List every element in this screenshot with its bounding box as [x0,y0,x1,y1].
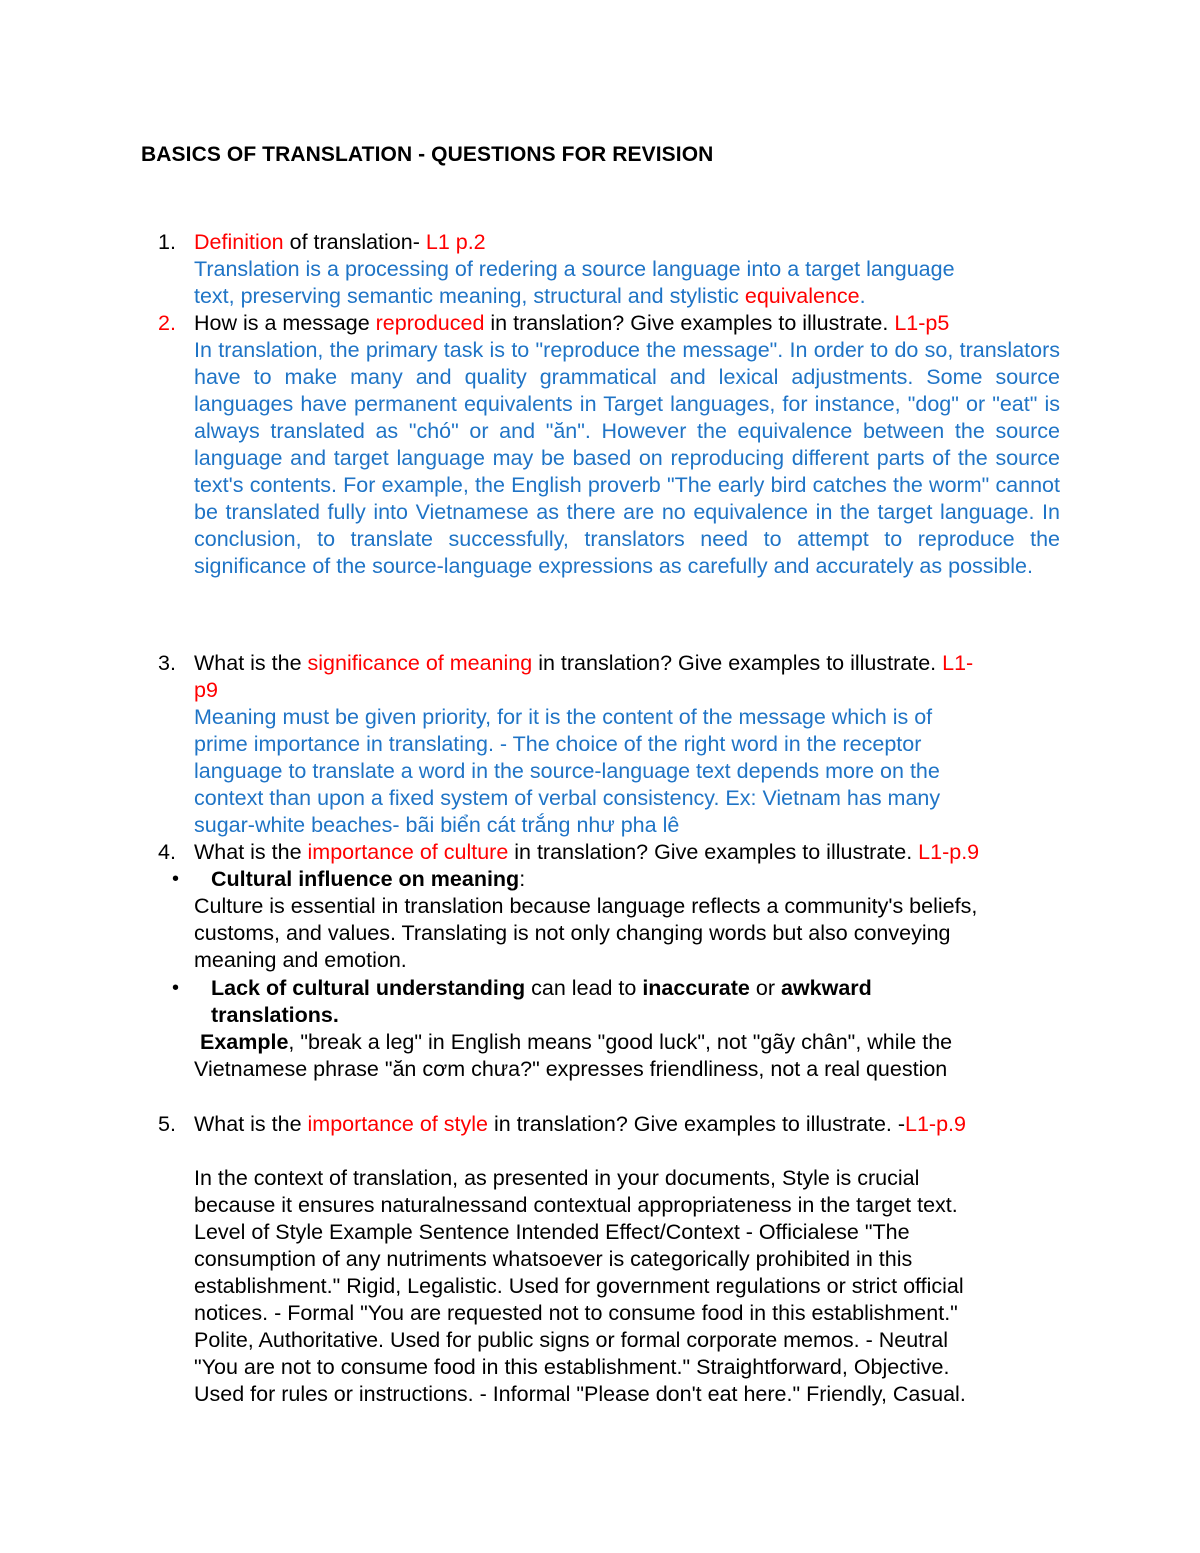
q4-text-b: in translation? Give examples to illustrate. [508,840,919,864]
q4-bullet-1-line-1: Culture is essential in translation because language reflects a community's beliefs, [194,894,978,918]
q5-answer-line-1: In the context of translation, as presented in your documents, Style is crucial [194,1166,920,1190]
q2-answer: In translation, the primary task is to "reproduce the message". In order to do so, translators have to make many and quality grammatical and lexical adjustments. Some source languages have permanent equivalents in Target languages, for instance, "dog" or "eat" is always translated as "chó" or and "ăn". However the equivalence between the source language and target language may be based on reproducing different parts of the source text's contents. For example, the English proverb "The early bird catches the worm" cannot be translated fully into Vietnamese as there are no equivalence in the target language. In conclusion, to translate successfully, translators need to attempt to reproduce the significance of the source-language expressions as carefully and accurately as possible. [194,338,1060,578]
q5-text-b: in translation? Give examples to illustrate. - [487,1112,906,1136]
q1-answer-line-2: text, preserving semantic meaning, structural and stylistic [194,284,745,308]
q5-answer-line-7: Polite, Authoritative. Used for public signs or formal corporate memos. - Neutral [194,1328,949,1352]
q4-bullet-2-line-1 [211,975,872,1002]
q1-answer-end: . [859,284,866,308]
q4-example-label: Example [199,1030,289,1054]
q5-answer-line-9: Used for rules or instructions. - Informal "Please don't eat here." Friendly, Casual. [194,1382,966,1406]
document-title: BASICS OF TRANSLATION - QUESTIONS FOR REVISION [141,143,714,166]
q4-bullet-2-text-a: can lead to [525,976,643,1000]
question-1 [194,229,1060,310]
q1-reference: L1 p.2 [425,230,486,254]
question-4 [194,839,1060,866]
bullet-icon: • [172,977,180,999]
question-2 [194,310,1060,580]
q3-reference-cont: p9 [194,678,218,702]
q5-answer-line-4: consumption of any nutriments whatsoever is categorically prohibited in this [194,1247,913,1271]
q3-reference: L1- [942,651,974,675]
q1-text: of translation- [283,230,426,254]
q3-text-b: in translation? Give examples to illustrate. [532,651,943,675]
q5-answer-line-2: because it ensures naturalnessand contextual appropriateness in the target text. [194,1193,958,1217]
q3-text-a: What is the [194,651,308,675]
q2-keyword: reproduced [375,311,485,335]
q4-bullet-2-bold-a: Lack of cultural understanding [211,976,526,1000]
q4-keyword: importance of culture [307,840,509,864]
q4-reference: L1-p.9 [918,840,980,864]
q5-answer-line-8: "You are not to consume food in this establishment." Straightforward, Objective. [194,1355,950,1379]
q5-answer-line-6: notices. - Formal "You are requested not to consume food in this establishment." [194,1301,958,1325]
q3-answer-line-4: context than upon a fixed system of verbal consistency. Ex: Vietnam has many [194,786,941,810]
q4-example-line-2: Vietnamese phrase "ăn cơm chưa?" expresses friendliness, not a real question [194,1057,948,1081]
q4-example [194,1029,1060,1083]
question-5 [194,1111,1060,1138]
q4-bullet-2-line-2: translations. [211,1003,339,1027]
q5-text-a: What is the [194,1112,308,1136]
q5-answer-line-3: Level of Style Example Sentence Intended Effect/Context - Officialese "The [194,1220,910,1244]
q4-bullet-2-bold-b: inaccurate [642,976,750,1000]
q1-answer-line-1: Translation is a processing of redering a source language into a target language [194,257,955,281]
q4-bullet-1-body [194,893,1060,974]
q4-bullet-2-bold-c: awkward [780,976,872,1000]
q1-number: 1. [158,230,176,254]
q5-answer-line-5: establishment." Rigid, Legalistic. Used for government regulations or strict official [194,1274,964,1298]
q1-keyword: Definition [194,230,284,254]
q3-answer-line-3: language to translate a word in the source-language text depends more on the [194,759,940,783]
q3-answer-line-5: sugar-white beaches- bãi biển cát trắng như pha lê [194,813,680,837]
q5-reference: L1-p.9 [905,1112,966,1136]
q5-answer [194,1165,1060,1408]
q4-bullet-1-line-2: customs, and values. Translating is not only changing words but also conveying [194,921,951,945]
q4-bullet-1-line-3: meaning and emotion. [194,948,407,972]
q5-keyword: importance of style [307,1112,488,1136]
q4-bullet-1-colon: : [519,867,526,891]
q4-bullet-1-title: Cultural influence on meaning [211,867,520,891]
q3-answer-line-2: prime importance in translating. - The choice of the right word in the receptor [194,732,922,756]
q4-number: 4. [158,840,176,864]
bullet-icon: • [172,868,180,890]
q3-number: 3. [158,651,176,675]
q2-text-a: How is a message [194,311,376,335]
q4-bullet-2-text-b: or [749,976,781,1000]
q2-reference: L1-p5 [894,311,950,335]
q4-text-a: What is the [194,840,308,864]
question-3 [194,650,1060,839]
q4-bullet-1-title-wrap [211,866,525,893]
q4-example-text: , "break a leg" in English means "good luck", not "gãy chân", while the [288,1030,953,1054]
q5-number: 5. [158,1112,176,1136]
q3-answer-line-1: Meaning must be given priority, for it is the content of the message which is of [194,705,933,729]
q1-answer-keyword: equivalence [744,284,860,308]
q2-number: 2. [158,311,176,335]
q3-keyword: significance of meaning [307,651,533,675]
q2-text-b: in translation? Give examples to illustrate. [484,311,895,335]
